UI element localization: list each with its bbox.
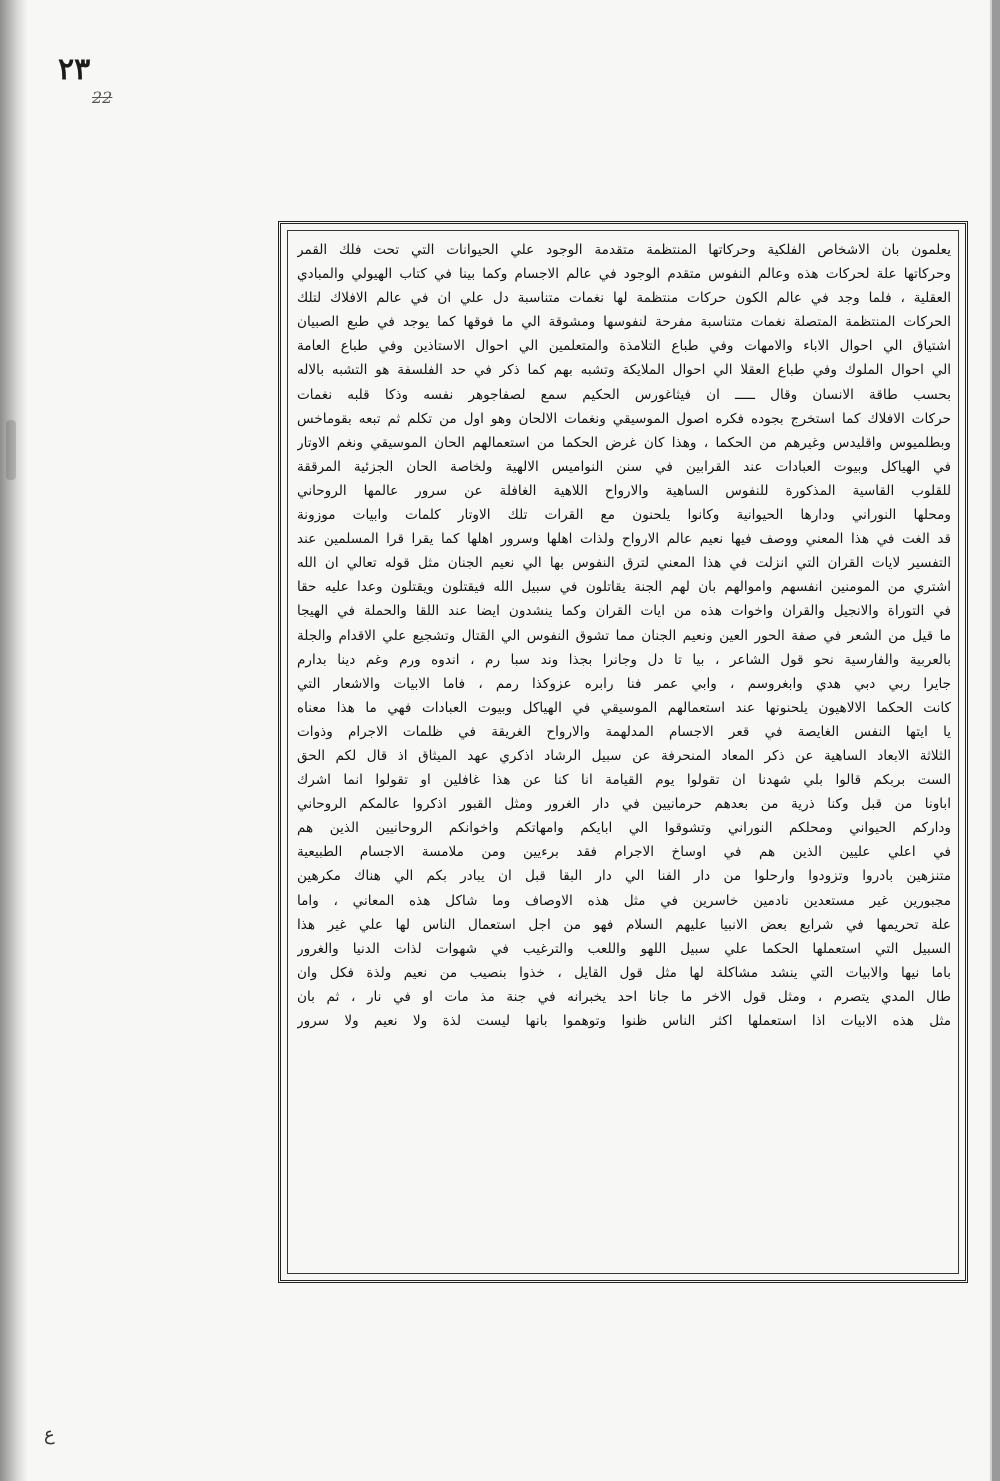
text-line: للقلوب القاسية المذكورة للنفوس الساهية والارواح اللاهية الغافلة عن سرور عالمها الروحاني <box>297 482 951 499</box>
folio-number: ٢٣ <box>58 52 91 87</box>
text-line: علة تحريمها في شرايع بعض الانبيا عليهم السلام فهو من اجل استعمال الناس لها علي غير هذا <box>297 916 951 933</box>
text-line: ما قيل من الشعر في صفة الحور العين ونعيم الجنان مما تشوق النفوس الي القتال وتشجيع علي الاقدام والجلة <box>297 627 951 644</box>
text-line: اباونا من قبل وكنا ذرية من بعدهم حرمانيين في دار الغرور ومثل القبور اذكروا عالمكم الروحاني <box>297 796 951 813</box>
old-folio-number: 22 <box>92 88 113 107</box>
text-line: ودارکم الحيواني ومحلكم النوراني وتشوقوا الي ابايكم وامهاتكم واخوانكم الروحانيين الذين هم <box>297 820 951 837</box>
text-line: مجبورين غير مستعدين نادمين خاسرين في مثل هذه الاوصاف وما شاكل هذه المعاني ، واما <box>297 892 951 909</box>
text-line: في التوراة والانجيل والقران واخوات هذه من ايات القران وكما ينشدون ايضا عند اللقا والحملة في الهيجا <box>297 603 951 620</box>
binding-stain <box>6 420 16 480</box>
text-line: باما نيها والابيات التي ينشد مشاكلة لها مثل قول القايل ، خذوا بنصيب من نعيم ولذة فكل وان <box>297 964 951 981</box>
main-text-block <box>297 238 951 1033</box>
text-line: الي احوال الملوك وفي طباع العقلا الي احوال الملايكة وتشبه بهم كما ذكر في حد الفلسفة هو التشبه بالاله <box>297 362 951 379</box>
text-line: متنزهين بادروا وتزودوا وارحلوا من دار الفنا الي دار البقا قبل ان يبادر بكم الي هناك مكرهين <box>297 868 951 885</box>
text-line: العقلية ، فلما وجد في عالم الكون حركات منتظمة لها نغمات متناسبة دل علي ان في عالم الافلاك لتلك <box>297 290 951 307</box>
text-line: ومحلها النوراني ودارها الحيوانية وكانوا يلحنون مع القرات تلك الاوتار كلمات وابيات موزونة <box>297 507 951 524</box>
text-line: قد الغت في هذا المعني ووصف فيها نعيم عالم الارواح ولذات اهلها وسرور اهلها كما يقرا قرا المسلمين عند <box>297 531 951 548</box>
text-line: الست بربكم قالوا بلي شهدنا ان تقولوا يوم القيامة انا كنا عن هذا غافلين او تقولوا انما اشرك <box>297 772 951 789</box>
text-line: وبطلميوس واقليدس وغيرهم من الحكما ، وهذا كان غرض الحكما من استعمالهم الحان الموسيقي ونغم الاوتار <box>297 434 951 451</box>
text-line: التفسير لايات القران التي انزلت في هذا المعني لترق النفوس بها الي نعيم الجنان مثل قوله تعالي ان الله <box>297 555 951 572</box>
text-line: جايرا ربي دبي هدي وابغروسم ، وابي عمر فنا رابره عزوكذا رمم ، فاما الابيات والاشعار التي <box>297 675 951 692</box>
text-line: اشتياق الي احوال الاباء والامهات وفي طباع التلامذة والمتعلمين الي احوال الاستاذين وفي طباع العامة <box>297 338 951 355</box>
text-line: حركات الافلاك كما استخرج بجوده فكره اصول الموسيقي ونغمات الالحان وهو اول من تكلم ثم تبعه بقوماخس <box>297 410 951 427</box>
text-line: الثلاثة الابعاد الساهية عن ذكر المعاد المنحرفة عن سبيل الرشاد اذكري عهد الميثاق اذ قال لكم الحق <box>297 747 951 764</box>
text-frame <box>278 221 968 1283</box>
text-line: اشتري من المومنين انفسهم واموالهم بان لهم الجنة يقاتلون في سبيل الله فيقتلون ويقتلون وعدا عليه حقا <box>297 579 951 596</box>
text-line: طال المدي يتصرم ، ومثل قول الاخر ما جانا احد يخبرانه في جنة مذ مات او في نار ، ثم بان <box>297 988 951 1005</box>
text-line: في اعلي عليين الذين هم في اوساخ الاجرام فقد برءيين ومن ملامسة الاجسام الطبيعية <box>297 844 951 861</box>
margin-mark: ع <box>44 1424 55 1445</box>
text-line: مثل هذه الابيات اذا استعملها اكثر الناس ظنوا وتوهموا بانها ليست لذة ولا نعيم ولا سرور <box>297 1013 951 1029</box>
text-line: بالعربية والفارسية نحو قول الشاعر ، بيا تا دل وجانرا بجذا وند سبا رم ، اندوه ورم وغم دينا بدارم <box>297 651 951 668</box>
scan-right-edge <box>992 0 1000 1481</box>
text-line: الحركات المنتظمة المتصلة نغمات متناسبة مفرحة لنفوسها ومشوقة الي ما فوقها كما يوجد في طبع الصبيان <box>297 314 951 331</box>
page-gutter-shadow <box>0 0 28 1481</box>
text-line: يعلمون بان الاشخاص الفلكية وحركاتها المنتظمة متقدمة الوجود علي الحيوانات التي تحت فلك القمر <box>297 242 951 258</box>
text-line: السبيل التي استعملها الحكما علي سبيل اللهو واللعب والترغيب في شهوات لذات الدنيا والغرور <box>297 940 951 957</box>
text-line: في الهياكل وبيوت العبادات عند القرابين في سنن النواميس الالهية ولخاصة الحان الجزئية المرققة <box>297 458 951 475</box>
text-line: بحسب طاقة الانسان وقال ـــــ ان فيثاغورس الحكيم سمع لصفاجوهر نفسه وذكا قلبه نغمات <box>297 386 951 403</box>
text-line: يا ايتها النفس الغايصة في قعر الاجسام المدلهمة والارواح الغريقة في ظلمات الاجرام وذوات <box>297 723 951 740</box>
text-line: كانت الحكما الالاهيون يلحنونها عند استعمالهم الموسيقي في الهياكل وبيوت العبادات فهي ما هذا معناه <box>297 699 951 716</box>
text-line: وحركاتها علة لحركات هذه وعالم النفوس متقدم الوجود في عالم الاجسام وكما بينا في كتاب الهيولي والمبادي <box>297 266 951 283</box>
